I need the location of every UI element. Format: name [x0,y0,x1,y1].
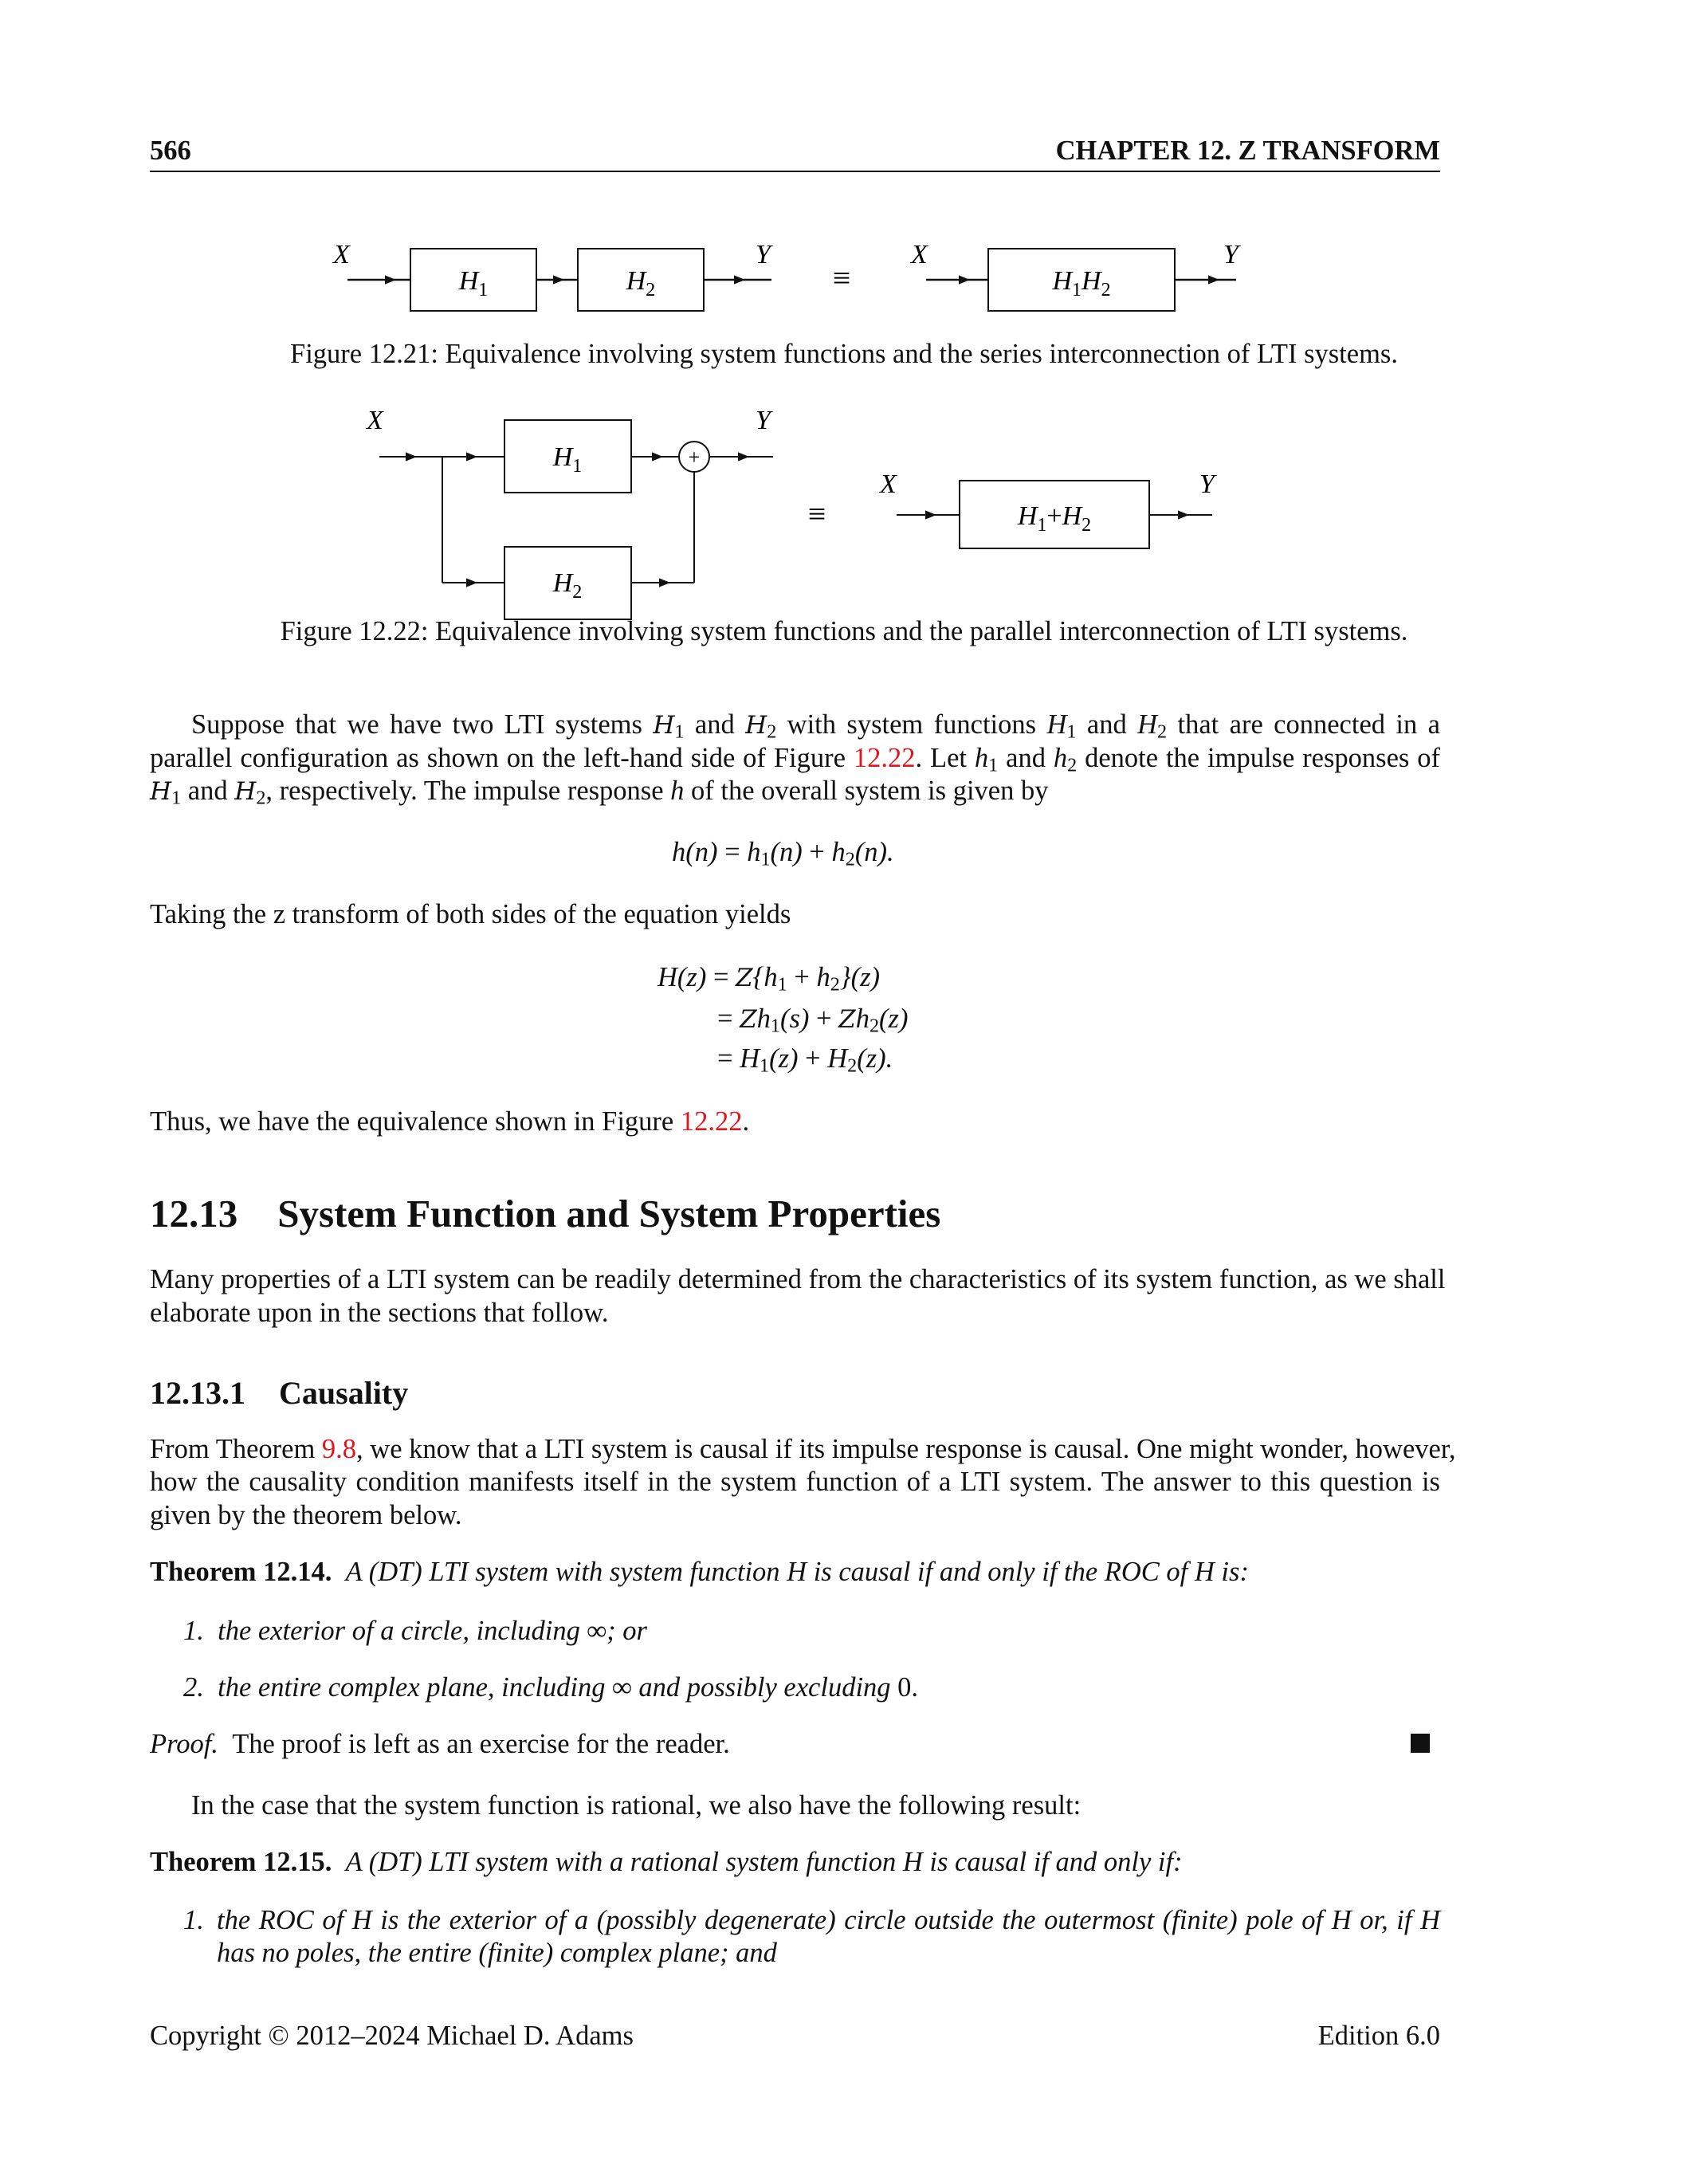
theorem-12-15 [150,1845,1440,1879]
theorem-12-15-item-1-line2: has no poles, the entire (finite) complex plane; and [217,1938,777,1968]
section-title: System Function and System Properties [277,1192,941,1235]
causality-line3: given by the theorem below. [150,1500,462,1530]
theorem-12-15-item-1-number: 1. [183,1905,204,1935]
figure-12-22-link-2[interactable]: 12.22 [680,1106,743,1137]
subsection-title: Causality [279,1375,409,1411]
theorem-12-15-statement: A (DT) LTI system with a rational system function H is causal if and only if: [345,1847,1183,1877]
fig21-right-output-label: Y [1223,240,1239,269]
chapter-title: CHAPTER 12. Z TRANSFORM [1055,136,1440,166]
section-intro-line1: Many properties of a LTI system can be readily determined from the characteristics of its system function, as we shall [150,1264,1446,1294]
section-heading [150,1190,940,1238]
fig22-block-h1-label: $H_1$ [552,442,583,477]
page-number: 566 [150,136,191,166]
para4: In the case that the system function is rational, we also have the following result: [191,1790,1081,1821]
page-footer [150,2019,1440,2052]
equation-z-transform-line2: = $Zh_1(s) + Zh_2(z)$ [717,1004,909,1037]
subsection-heading [150,1373,408,1413]
fig22-adder-symbol: + [688,446,701,469]
equation-impulse-response: $h(n) = h_1(n) + h_2(n)$. [672,837,894,870]
theorem-12-15-item-1-line1: the ROC of H is the exterior of a (possibly degenerate) circle outside the outermost (finite) pole of H or, if H [217,1905,1440,1935]
fig22-block-h2-label: $H_2$ [552,568,583,603]
qed-symbol [1411,1734,1430,1753]
subsection-number: 12.13.1 [150,1375,245,1411]
para1-line1: Suppose that we have two LTI systems $H_1$ and $H_2$ with system functions $H_1$ and $H_2$ that are connected in a [191,709,1440,743]
figure-12-22-link[interactable]: 12.22 [853,743,916,773]
para3: Thus, we have the equivalence shown in Figure 12.22. [150,1106,750,1137]
copyright: Copyright © 2012–2024 Michael D. Adams [150,2021,634,2051]
fig22-output-label: Y [756,406,771,435]
section-intro-line2: elaborate upon in the sections that follow. [150,1298,609,1328]
fig22-equivalence-symbol: ≡ [807,496,826,532]
fig22-right-output-label: Y [1199,469,1215,499]
theorem-9-8-link[interactable]: 9.8 [321,1434,357,1464]
theorem-12-14-label: Theorem 12.14. [150,1557,332,1587]
para2: Taking the z transform of both sides of the equation yields [150,899,791,929]
fig22-right-input-label: X [880,469,897,499]
equation-z-transform-line3: = $H_1(z) + H_2(z)$. [717,1043,893,1077]
figure-12-22-parallel-diagram [0,0,1688,638]
fig21-input-label: X [333,240,350,269]
fig22-block-sum-label: $H_1+H_2$ [1017,501,1092,536]
fig21-right-input-label: X [911,240,928,269]
theorem-12-14 [150,1555,1440,1589]
theorem-12-14-item-2: 2. the entire complex plane, including ∞ and possibly excluding 0. [183,1672,919,1703]
fig21-output-label: Y [756,240,771,269]
proof [150,1727,1440,1761]
fig21-equivalence-symbol: ≡ [832,260,851,296]
fig21-block-h2-label: $H_2$ [626,266,656,300]
fig21-block-h1-label: $H_1$ [458,266,489,300]
figure-12-21-caption: Figure 12.21: Equivalence involving system functions and the series interconnection of LTI systems. [290,339,1398,369]
fig21-block-h1h2-label: $H_1H_2$ [1052,266,1111,300]
causality-line2: how the causality condition manifests itself in the system function of a LTI system. The answer to this question is [150,1467,1440,1497]
edition: Edition 6.0 [1317,2021,1440,2051]
theorem-12-14-statement: A (DT) LTI system with system function H is causal if and only if the ROC of H is: [345,1557,1249,1587]
causality-line1: From Theorem 9.8, we know that a LTI system is causal if its impulse response is causal. One might wonder, however, [150,1434,1456,1464]
proof-text: The proof is left as an exercise for the reader. [232,1729,730,1759]
section-number: 12.13 [150,1192,238,1235]
proof-label: Proof. [150,1729,218,1759]
fig22-input-label: X [367,406,383,435]
para1-line2: parallel configuration as shown on the left-hand side of Figure 12.22. Let $h_1$ and $h_2$ denote the impulse responses of [150,743,1440,776]
theorem-12-14-item-1: 1. the exterior of a circle, including ∞; or [183,1616,647,1646]
theorem-12-15-label: Theorem 12.15. [150,1847,332,1877]
figure-12-22-caption: Figure 12.22: Equivalence involving system functions and the parallel interconnection of LTI systems. [280,616,1408,646]
equation-z-transform-line1: $H(z) = Z\{h_1 + h_2\}(z)$ [658,962,880,996]
para1-line3: $H_1$ and $H_2$, respectively. The impulse response h of the overall system is given by [150,776,1049,809]
